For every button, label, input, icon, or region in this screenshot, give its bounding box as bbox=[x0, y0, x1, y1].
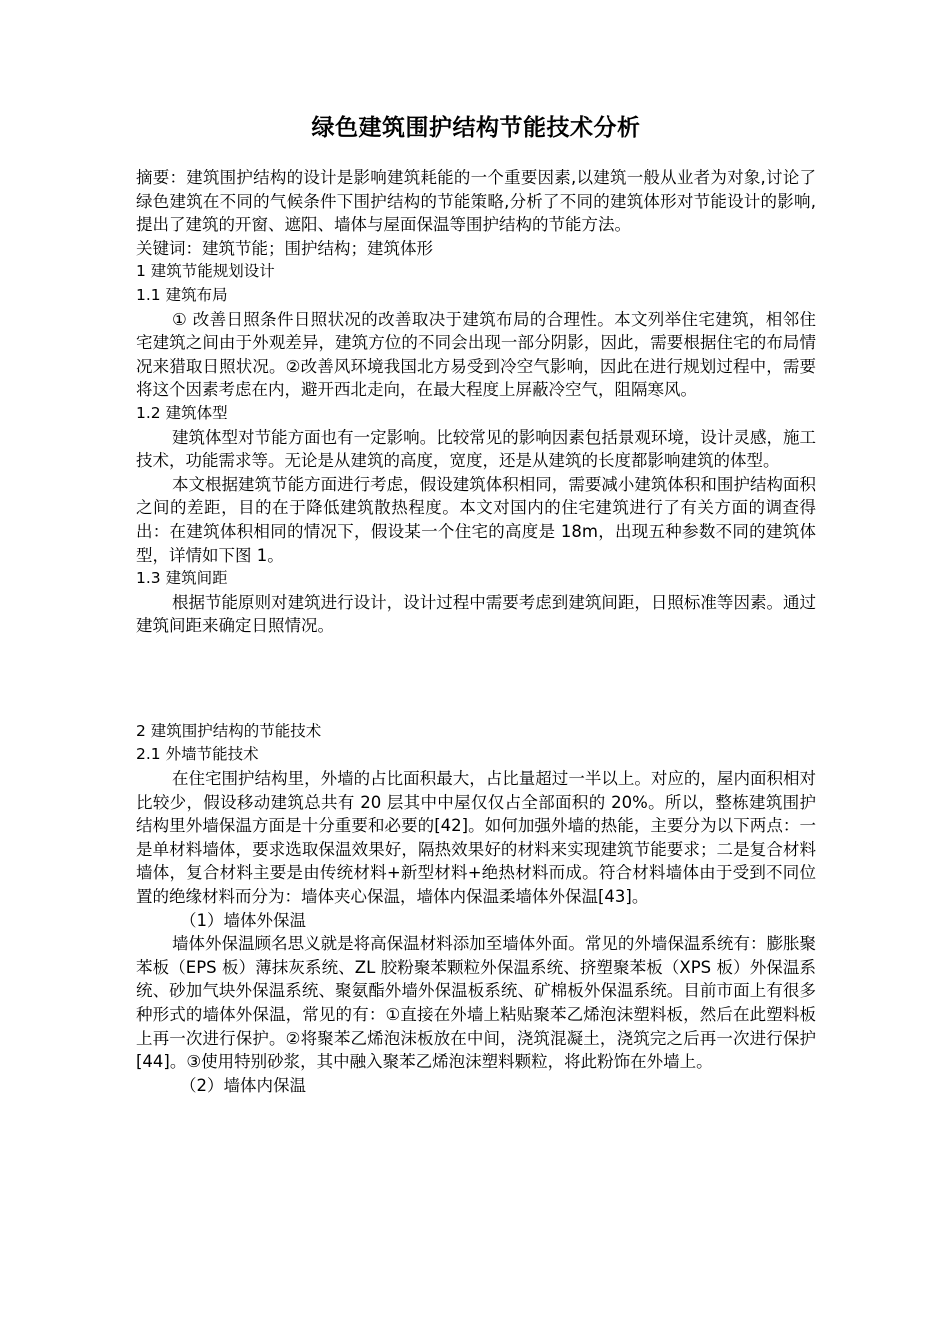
document-title: 绿色建筑围护结构节能技术分析 bbox=[311, 115, 641, 141]
blank-space bbox=[136, 638, 816, 720]
paragraph-1-2-1: 建筑体型对节能方面也有一定影响。比较常见的影响因素包括景观环境，设计灵感，施工技术，功能需求等。无论是从建筑的高度，宽度，还是从建筑的长度都影响建筑的体型。 bbox=[136, 427, 816, 471]
section-heading-2: 2 建筑围护结构的节能技术 bbox=[136, 721, 322, 740]
paragraph-1-1-1: ① 改善日照条件日照状况的改善取决于建筑布局的合理性。本文列举住宅建筑，相邻住宅建筑之间由于外观差异，建筑方位的不同会出现一部分阴影，因此，需要根据住宅的布局情况来猎取日照状况。②改善风环境我国北方易受到冷空气影响，因此在进行规划过程中，需要将这个因素考虑在内，避开西北走向，在最大程度上屏蔽冷空气，阻隔寒风。 bbox=[136, 309, 816, 400]
paragraph-1-2-2: 本文根据建筑节能方面进行考虑，假设建筑体积相同，需要减小建筑体积和围护结构面积之间的差距，目的在于降低建筑散热程度。本文对国内的住宅建筑进行了有关方面的调查得出：在建筑体积相同的情况下，假设某一个住宅的高度是 18m，出现五种参数不同的建筑体型，详情如下图 1。 bbox=[136, 474, 816, 565]
subsection-heading-1-1: 1.1 建筑布局 bbox=[136, 285, 228, 304]
section-heading-1: 1 建筑节能规划设计 bbox=[136, 262, 275, 281]
paragraph-2-1-1: 在住宅围护结构里，外墙的占比面积最大，占比量超过一半以上。对应的，屋内面积相对比较少，假设移动建筑总共有 20 层其中中屋仅仅占全部面积的 20%。所以，整栋建筑围护结构里外墙保温方面是十分重要和必要的[42]。如何加强外墙的热能，主要分为以下两点：一是单材料墙体，要求选取保温效果好，隔热效果好的材料来实现建筑节能要求；二是复合材料墙体，复合材料主要是由传统材料+新型材料+绝热材料而成。符合材料墙体由于受到不同位置的绝缘材料而分为：墙体夹心保温，墙体内保温柔墙体外保温[43]。 bbox=[136, 769, 816, 907]
item-heading-2: （2）墙体内保温 bbox=[180, 1075, 306, 1095]
subsection-heading-2-1: 2.1 外墙节能技术 bbox=[136, 745, 259, 764]
item-heading-1: （1）墙体外保温 bbox=[180, 910, 306, 930]
keywords: 关键词：建筑节能；围护结构；建筑体形 bbox=[136, 238, 433, 258]
document-page bbox=[136, 112, 816, 1097]
paragraph-item-1: 墙体外保温顾名思义就是将高保温材料添加至墙体外面。常见的外墙保温系统有：膨胀聚苯板（EPS 板）薄抹灰系统、ZL 胶粉聚苯颗粒外保温系统、挤塑聚苯板（XPS 板）外保温系统、砂加气块外保温系统、聚氨酯外墙外保温板系统、矿棉板外保温系统。目前市面上有很多种形式的墙体外保温，常见的有：①直接在外墙上粘贴聚苯乙烯泡沫塑料板，然后在此塑料板上再一次进行保护。②将聚苯乙烯泡沫板放在中间，浇筑混凝土，浇筑完之后再一次进行保护[44]。③使用特别砂浆，其中融入聚苯乙烯泡沫塑料颗粒，将此粉饰在外墙上。 bbox=[136, 934, 816, 1072]
subsection-heading-1-2: 1.2 建筑体型 bbox=[136, 403, 228, 422]
abstract: 摘要：建筑围护结构的设计是影响建筑耗能的一个重要因素,以建筑一般从业者为对象,讨论了绿色建筑在不同的气候条件下围护结构的节能策略,分析了不同的建筑体形对节能设计的影响,提出了建筑的开窗、遮阳、墙体与屋面保温等围护结构的节能方法。 bbox=[136, 168, 816, 235]
subsection-heading-1-3: 1.3 建筑间距 bbox=[136, 569, 228, 588]
paragraph-1-3-1: 根据节能原则对建筑进行设计，设计过程中需要考虑到建筑间距，日照标准等因素。通过建筑间距来确定日照情况。 bbox=[136, 592, 816, 636]
